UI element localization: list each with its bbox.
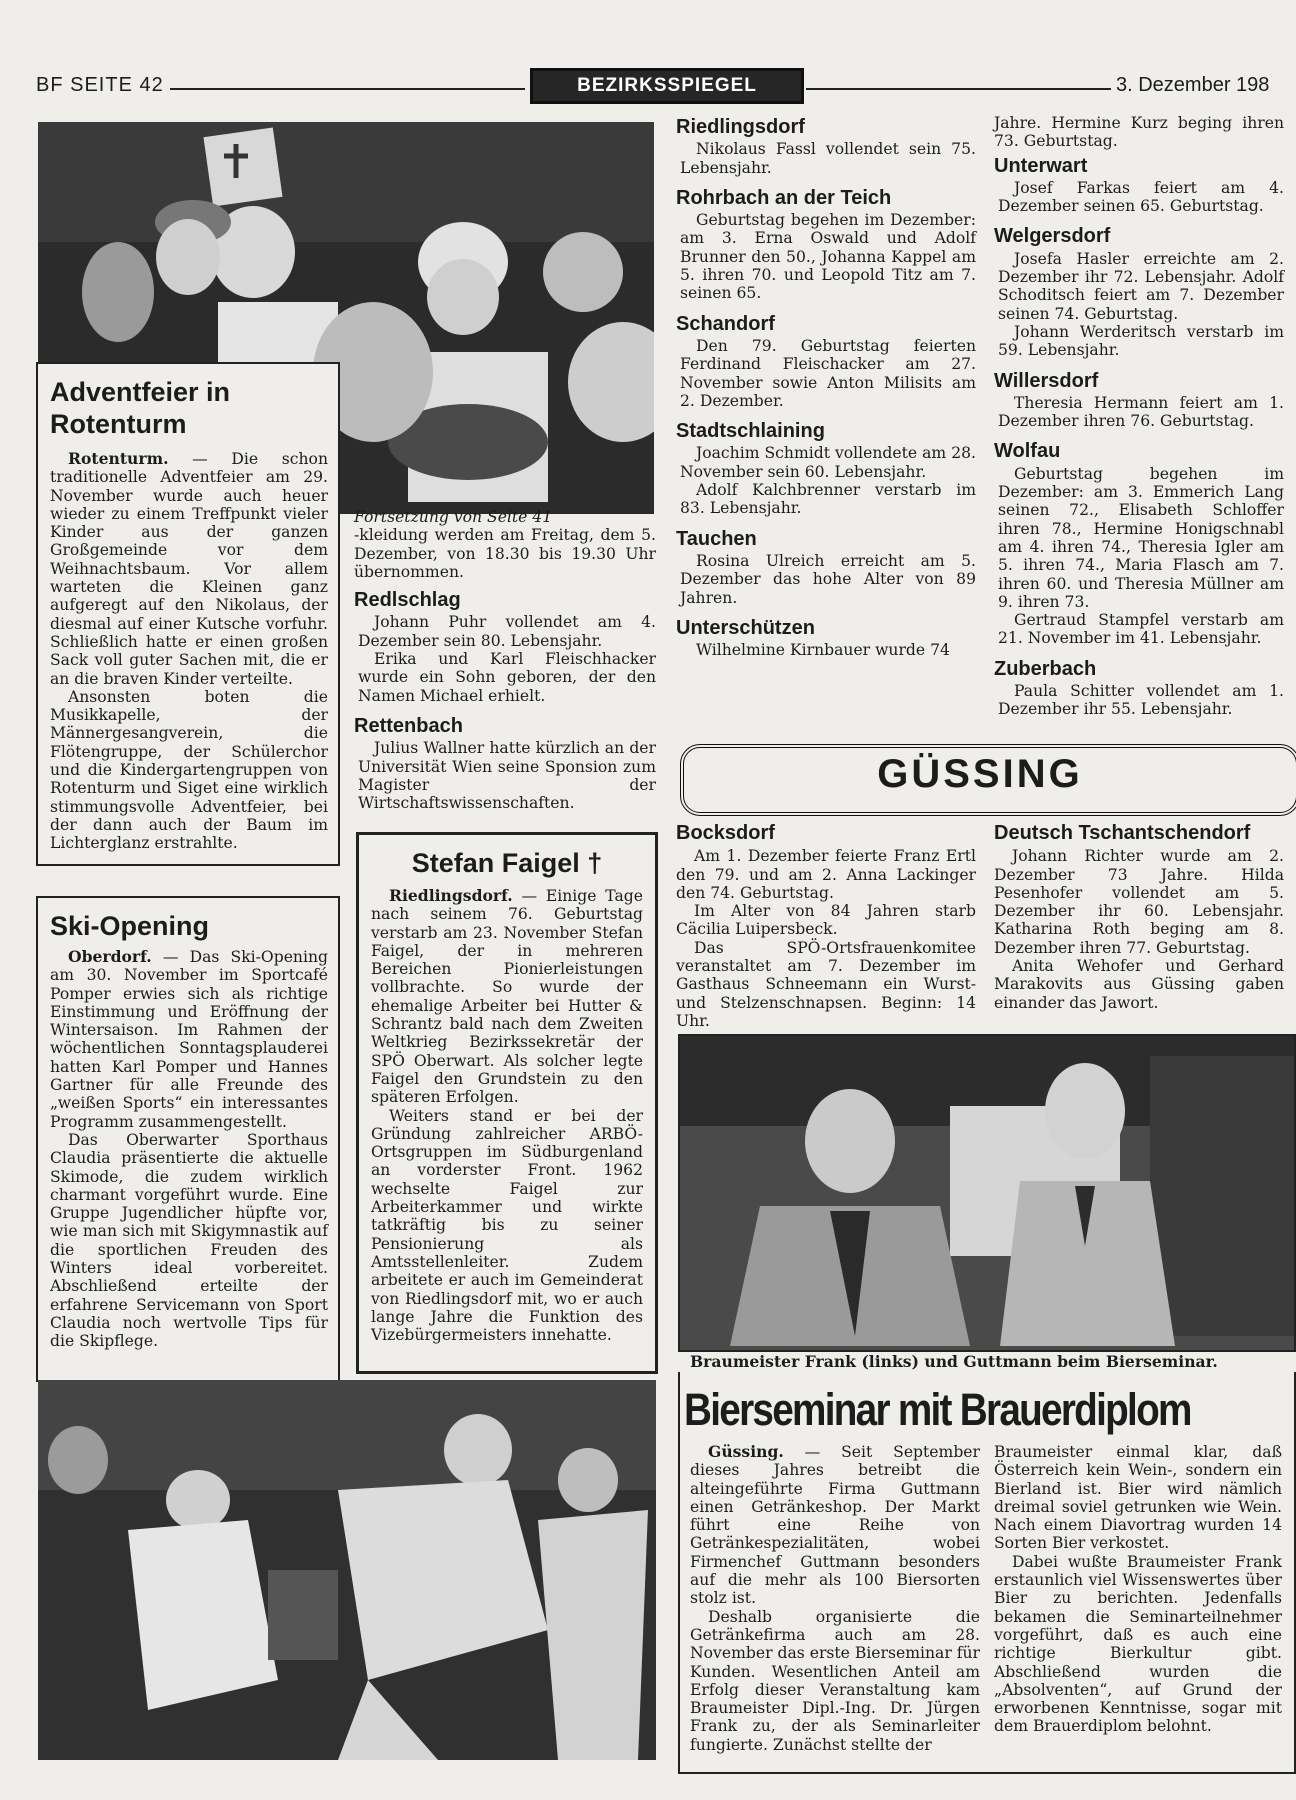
faigel-place: Riedlingsdorf. <box>389 886 513 905</box>
news-head: Wolfau <box>994 440 1061 463</box>
news-item <box>994 657 1284 719</box>
bierseminar-paragraph-1: — Seit September dieses Jahres betreibt die alteingeführte Firma Guttmann einen Getränkeshop. Der Markt führt eine Reihe von Getränkespezialitäten, wobei Firmenchef Guttmann besonders auf die mehr als 100 Biersorten stolz ist. <box>690 1443 980 1608</box>
bierseminar-paragraph-2: Deshalb organisierte die Getränkefirma auch am 28. November das erste Bierseminar für Kunden. Wesentlichen Anteil am Erfolg dieser Veranstaltung kam Braumeister Dipl.-Ing. Dr. Jürgen Frank zu, der als Seminarleiter fungierte. Zunächst stellte der <box>690 1607 981 1754</box>
column-4-news <box>994 114 1284 731</box>
news-text: Im Alter von 84 Jahren starb Cäcilia Luipersbeck. <box>676 902 976 939</box>
continued-note: Fortsetzung von Seite 41 <box>354 508 553 526</box>
bierseminar-paragraph-4: Dabei wußte Braumeister Frank erstaunlich viel Wissenswertes über Bier zu berichten. Jedenfalls bekamen die Seminarteilnehmer vorgeführt, daß es auch eine richtige Bierkultur gibt. Abschließend wurden die „Absolventen“, auf Grund der erworbenen Kenntnisse, sogar mit dem Brauerdiplom belohnt. <box>994 1552 1282 1736</box>
column-2-news <box>354 508 656 824</box>
news-text: Johann Puhr vollendet am 4. Dezember sein 80. Lebensjahr. <box>358 613 656 650</box>
news-text: Rosina Ulreich erreicht am 5. Dezember das hohe Alter von 89 Jahren. <box>680 551 976 607</box>
news-text: Johann Werderitsch verstarb im 59. Lebensjahr. <box>998 322 1284 360</box>
header-rule-left <box>170 88 525 90</box>
ski-title: Ski-Opening <box>50 911 210 941</box>
news-text: Anita Wehofer und Gerhard Marakovits aus Güssing gaben einander das Jawort. <box>994 957 1284 1012</box>
news-head: Rohrbach an der Teich <box>676 186 892 209</box>
news-head: Tauchen <box>676 527 757 550</box>
news-item <box>354 591 656 705</box>
advent-title-line2: Rotenturm <box>50 409 187 439</box>
news-item <box>676 422 976 517</box>
bierseminar-paragraph-3: Braumeister einmal klar, daß Österreich kein Wein-, sondern ein Bierland ist. Bier wird nämlich dreimal soviel getrunken wie Wein. Nach einem Diavortrag wurden 14 Sorten Bier verkostet. <box>994 1443 1282 1553</box>
ski-paragraph-1: — Das Ski-Opening am 30. November im Sportcafé Pomper erwies sich als richtige Einstimmung und Eröffnung der Wintersaison. Im Rahmen der wöchentlichen Sonntagsplauderei hatten Karl Pomper und Hannes Gartner für alle Freunde des „weißen Sports“ ein interessantes Programm zusammengestellt. <box>50 948 328 1131</box>
news-item <box>994 227 1284 359</box>
news-item <box>676 616 976 660</box>
guessing-banner-title: GÜSSING <box>877 752 1083 796</box>
news-text: Theresia Hermann feiert am 1. Dezember ihren 76. Geburtstag. <box>998 393 1284 431</box>
bocksdorf-news <box>676 824 976 1030</box>
deutsch-tschantschendorf-news <box>994 824 1284 1012</box>
news-head: Riedlingsdorf <box>676 116 805 138</box>
news-head: Rettenbach <box>354 714 463 737</box>
column-3-news <box>676 118 976 671</box>
news-head: Willersdorf <box>994 369 1099 392</box>
column-4-intro: Jahre. Hermine Kurz beging ihren 73. Geburtstag. <box>994 114 1284 151</box>
bierseminar-caption: Braumeister Frank (links) und Guttmann beim Bierseminar. <box>690 1352 1218 1371</box>
bierseminar-place: Güssing. <box>708 1442 784 1461</box>
news-text: Wilhelmine Kirnbauer wurde 74 <box>696 641 950 660</box>
news-text: Geburtstag begehen im Dezember: am 3. Erna Oswald und Adolf Brunner den 50., Johanna Kappel am 5. ihren 70. und Leopold Titz am 7. seinen 65. <box>680 211 976 303</box>
news-text: Den 79. Geburtstag feierten Ferdinand Fleischacker am 27. November sowie Anton Milisits am 2. Dezember. <box>680 336 976 410</box>
header-rule-right <box>806 88 1111 90</box>
advent-article <box>36 362 340 866</box>
news-head: Welgersdorf <box>994 225 1111 248</box>
news-text: Julius Wallner hatte kürzlich an der Universität Wien seine Sponsion zum Magister der Wirtschaftswissenschaften. <box>358 739 656 813</box>
advent-place: Rotenturm. <box>68 449 169 468</box>
ski-paragraph-2: Das Oberwarter Sporthaus Claudia präsentierte die aktuelle Skimode, die zudem wirklich charmant vorgeführt wurde. Eine Gruppe Jugendlicher hüpfte vor, wie man sich mit Skigymnastik auf die sportlichen Freuden des Winters ideal vorbereitet. Abschließend erteilte der erfahrene Servicemann von Sport Claudia noch wertvolle Tips für die Skipflege. <box>50 1130 328 1351</box>
news-text: Das SPÖ-Ortsfrauenkomitee veranstaltet am 7. Dezember im Gasthaus Schneemann ein Wurst- und Stelzenschnapsen. Beginn: 14 Uhr. <box>676 938 976 1030</box>
news-item <box>676 312 976 410</box>
ski-place: Oberdorf. <box>68 947 152 966</box>
ski-opening-article <box>36 896 340 1382</box>
bierseminar-title: Bierseminar mit Brauerdiplom <box>684 1384 1191 1435</box>
advent-paragraph-2: Ansonsten boten die Musikkapelle, der Männergesangverein, die Flötengruppe, der Schülerchor und die Kindergartengruppen von Rotenturm und Siget eine wirklich stimmungsvolle Adventfeier, bei der dann auch der Baum im Lichterglanz erstrahlte. <box>50 687 328 853</box>
news-item <box>676 118 976 177</box>
photo-bierseminar <box>678 1034 1296 1352</box>
faigel-paragraph-1: — Einige Tage nach seinem 76. Geburtstag verstarb am 23. November Stefan Faigel, der in mehreren Bereichen Pionierleistungen vollbrachte. So wurde der ehemalige Arbeiter bei Hutter & Schrantz bald nach dem Zweiten Weltkrieg Bezirkssekretär der SPÖ Oberwart. Als solcher legte Faigel den Grundstein zu den späteren Erfolgen. <box>371 887 643 1107</box>
news-item <box>994 154 1284 216</box>
news-head: Zuberbach <box>994 657 1097 680</box>
news-text: Nikolaus Fassl vollendet sein 75. Lebensjahr. <box>680 140 976 177</box>
news-head: Redlschlag <box>354 589 461 612</box>
advent-title-line1: Adventfeier in <box>50 377 231 407</box>
news-text: Paula Schitter vollendet am 1. Dezember ihr 55. Lebensjahr. <box>998 682 1284 719</box>
news-text: Geburtstag begehen im Dezember: am 3. Emmerich Lang seinen 72., Elisabeth Schloffer ihren 78., Hermine Honigschnabl am 4. ihren 74., Theresia Igler am 5. ihren 74., Maria Flasch am 7. ihren 60. und Theresia Müllner am 9. ihren 73. <box>998 464 1284 611</box>
advent-paragraph-1: — Die schon traditionelle Adventfeier am 29. November wurde auch heuer wieder zu einem Treffpunkt vieler Kinder aus der ganzen Großgemeinde vor dem Weihnachtsbaum. Vor allem warteten die Kleinen ganz aufgeregt auf den Nikolaus, der diesmal auf einer Kutsche vorfuhr. Schließlich hatte er einen großen Sack voll guter Sachen mit, die er an die braven Kinder verteilte. <box>50 450 328 688</box>
bierseminar-column-2 <box>994 1443 1282 1736</box>
faigel-paragraph-2: Weiters stand er bei der Gründung zahlreicher ARBÖ-Ortsgruppen im Südburgenland an vorderster Front. 1962 wechselte Faigel zur Arbeiterkammer und wirkte tatkräftig bis zu seiner Pensionierung als Amtsstellenleiter. Zudem arbeitete er auch im Gemeinderat von Riedlingsdorf mit, wo er auch lange Jahre die Funktion des Vizebürgermeisters innehatte. <box>371 1106 643 1345</box>
bierseminar-column-1 <box>690 1443 980 1754</box>
news-head: Deutsch Tschantschendorf <box>994 822 1251 844</box>
news-text: Gertraud Stampfel verstarb am 21. November im 41. Lebensjahr. <box>998 611 1284 648</box>
news-text: Josef Farkas feiert am 4. Dezember seinen 65. Geburtstag. <box>998 178 1284 216</box>
news-item <box>994 442 1284 647</box>
photo-ski-gymnastics <box>38 1380 656 1760</box>
news-item <box>994 369 1284 431</box>
issue-date: 3. Dezember 198 <box>1116 74 1270 96</box>
news-text: Am 1. Dezember feierte Franz Ertl den 79. und am 2. Anna Lackinger den 74. Geburtstag. <box>676 847 976 902</box>
news-text: Josefa Hasler erreichte am 2. Dezember ihr 72. Lebensjahr. Adolf Schoditsch feiert am 7. Dezember seinen 74. Geburtstag. <box>998 249 1284 323</box>
faigel-obituary <box>356 832 658 1374</box>
news-text: Joachim Schmidt vollendete am 28. November sein 60. Lebensjahr. <box>680 444 976 481</box>
faigel-title: Stefan Faigel † <box>411 848 603 878</box>
continued-text: -kleidung werden am Freitag, dem 5. Dezember, von 18.30 bis 19.30 Uhr übernommen. <box>354 526 656 581</box>
news-head: Unterwart <box>994 154 1088 177</box>
news-text: Erika und Karl Fleischhacker wurde ein Sohn geboren, der den Namen Michael erhielt. <box>358 650 656 705</box>
news-item <box>354 714 656 813</box>
news-text: Adolf Kalchbrenner verstarb im 83. Lebensjahr. <box>680 481 976 518</box>
news-text: Johann Richter wurde am 2. Dezember 73 Jahre. Hilda Pesenhofer vollendet am 5. Dezember ihr 60. Lebensjahr. Katharina Roth beging am 8. Dezember ihren 77. Geburtstag. <box>994 847 1284 957</box>
news-item <box>676 186 976 303</box>
page-number: BF SEITE 42 <box>36 74 164 96</box>
news-item <box>676 527 976 607</box>
news-head: Schandorf <box>676 312 775 335</box>
news-head: Stadtschlaining <box>676 420 825 443</box>
news-head: Unterschützen <box>676 616 815 639</box>
section-title: BEZIRKSSPIEGEL <box>530 68 804 104</box>
news-head: Bocksdorf <box>676 822 775 844</box>
